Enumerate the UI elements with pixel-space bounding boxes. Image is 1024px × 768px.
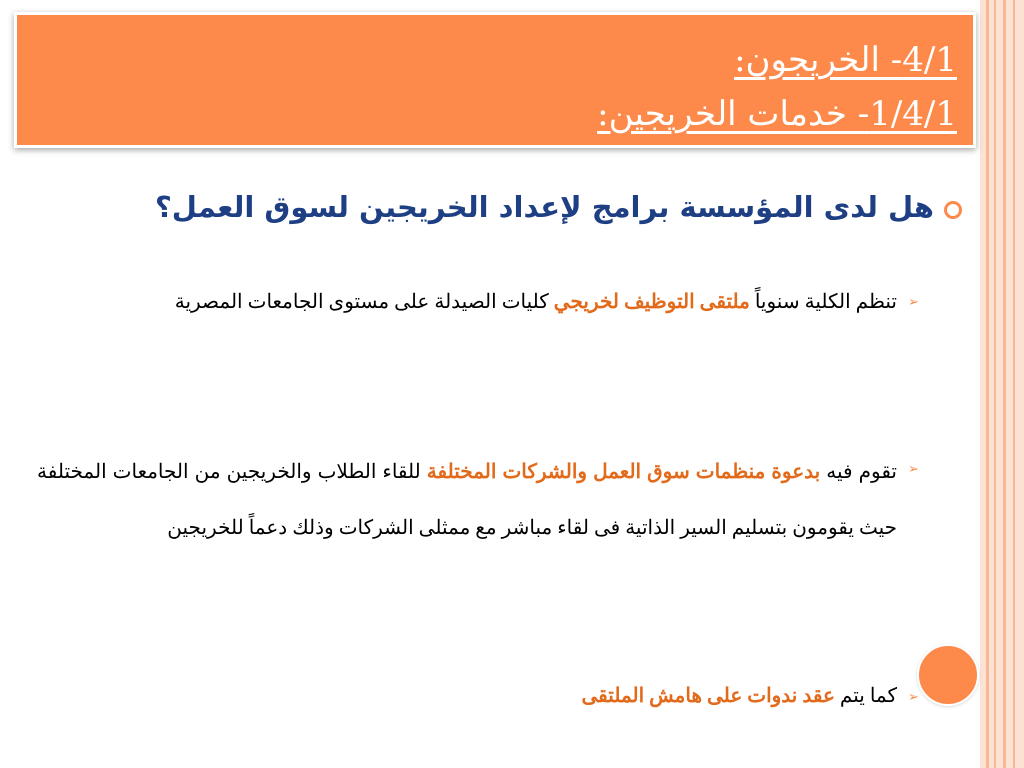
item-text: كليات الصيدلة على مستوى الجامعات المصرية <box>174 291 554 313</box>
item-text: تنظم الكلية سنوياً <box>749 291 897 313</box>
arrow-bullet-icon: ➢ <box>908 462 919 477</box>
item-text: تقوم فيه <box>820 461 898 483</box>
item-highlight: عقد ندوات على هامش الملتقى <box>581 685 835 707</box>
item-highlight: ملتقى التوظيف لخريجي <box>553 291 750 313</box>
arrow-bullet-icon: ➢ <box>908 690 919 705</box>
list-item <box>37 676 897 716</box>
arrow-bullet-icon: ➢ <box>908 295 919 310</box>
item-highlight: بدعوة منظمات سوق العمل والشركات المختلفة <box>426 461 821 483</box>
main-question: هل لدى المؤسسة برامج لإعداد الخريجين لسوق العمل؟ <box>154 190 934 224</box>
decorative-circle-icon <box>917 644 979 706</box>
item-text: للقاء الطلاب والخريجين من الجامعات المختلفة حيث يقومون بتسليم السير الذاتية فى لقاء مباشر مع ممثلى الشركات وذلك دعماً للخريجين <box>37 461 897 539</box>
title-line-1: 4/1- الخريجون: <box>734 40 957 80</box>
item-text: كما يتم <box>834 685 897 707</box>
ring-bullet-icon <box>944 201 962 219</box>
title-line-2: 1/4/1- خدمات الخريجين: <box>597 94 957 134</box>
list-item <box>37 444 897 556</box>
list-item <box>37 282 897 322</box>
